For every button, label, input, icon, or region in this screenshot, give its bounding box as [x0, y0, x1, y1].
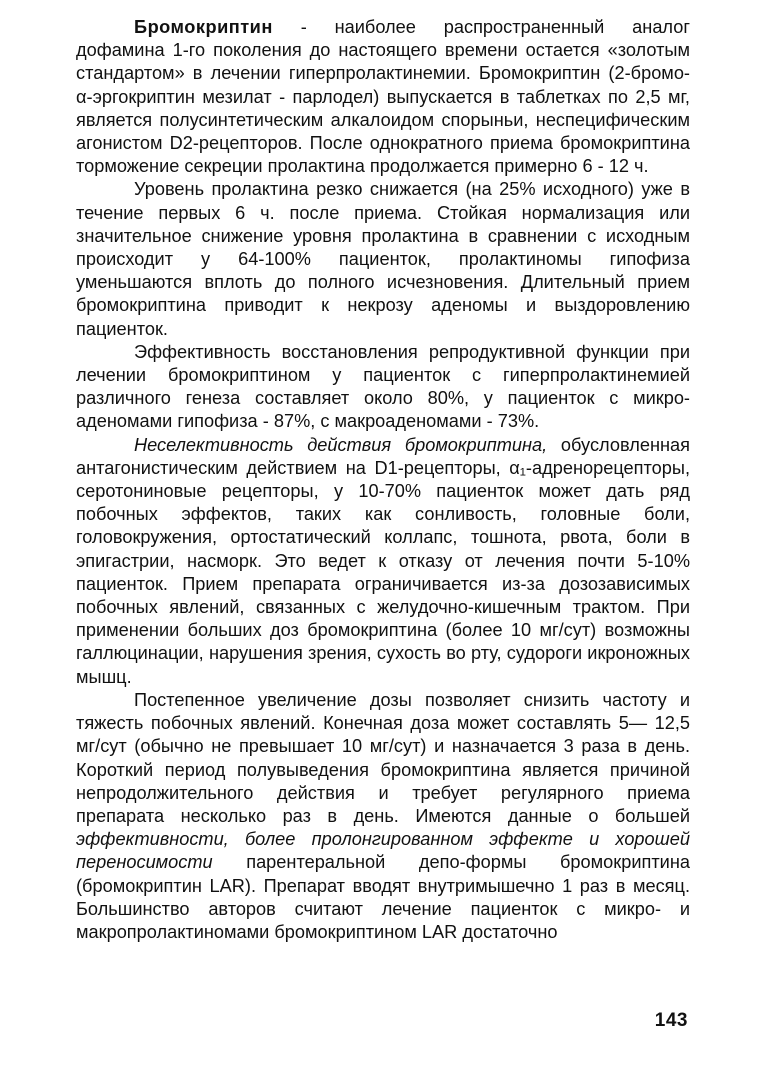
paragraph-5-italic: эффективности, более пролонгированном эффекте и хорошей переносимости: [76, 829, 690, 873]
paragraph-1-text: - наиболее распространенный аналог дофамина 1-го поколения до настоящего времени остается «золотым стандартом» в лечении гиперпролактинемии. Бромокриптин (2-бромо-α-эргокриптин мезилат - парлодел) выпускается в таблетках по 2,5 мг, является полусинтетическим алкалоидом спорыньи, неспецифическим агонистом D2-рецепторов. После однократного приема бромокриптина торможение секреции пролактина продолжается примерно 6 - 12 ч.: [76, 17, 690, 177]
term-bromocriptine: Бромокриптин: [134, 17, 273, 37]
paragraph-3: [76, 341, 690, 434]
paragraph-4: [76, 434, 690, 689]
paragraph-5: [76, 689, 690, 944]
paragraph-1: [76, 16, 690, 178]
paragraph-4-text: обусловленная антагонистическим действием на D1-рецепторы, α₁-адренорецепторы, серотониновые рецепторы, у 10-70% пациенток может дать ряд побочных эффектов, таких как сонливость, головные боли, головокружения, ортостатический коллапс, тошнота, рвота, боли в эпигастрии, насморк. Это ведет к отказу от лечения почти 5-10% пациенток. Прием препарата ограничивается из-за дозозависимых побочных явлений, связанных с желудочно-кишечным трактом. При применении больших доз бромокриптина (более 10 мг/сут) возможны галлюцинации, нарушения зрения, сухость во рту, судороги икроножных мышц.: [76, 434, 690, 687]
page-body: [76, 16, 690, 944]
paragraph-5-text-after: парентеральной депо-формы бромокриптина (бромокриптин LAR). Препарат вводят внутримышечно 1 раз в месяц. Большинство авторов считают лечение пациенток с микро- и макропролактиномами бромокриптином LAR достаточно: [76, 852, 690, 942]
paragraph-2: [76, 178, 690, 340]
page-number: 143: [654, 1010, 688, 1031]
paragraph-3-text: Эффективность восстановления репродуктивной функции при лечении бромокриптином у пациенток с гиперпролактинемией различного генеза составляет около 80%, у пациенток с микро-аденомами гипофиза - 87%, с макроаденомами - 73%.: [76, 341, 690, 432]
paragraph-5-text-before: Постепенное увеличение дозы позволяет снизить частоту и тяжесть побочных явлений. Конечная доза может составлять 5— 12,5 мг/сут (обычно не превышает 10 мг/сут) и назначается 3 раза в день. Короткий период полувыведения бромокриптина является причиной непродолжительного действия и требует регулярного приема препарата несколько раз в день. Имеются данные о большей: [76, 689, 690, 826]
paragraph-2-text: Уровень пролактина резко снижается (на 25% исходного) уже в течение первых 6 ч. после приема. Стойкая нормализация или значительное снижение уровня пролактина в сравнении с исходным происходит у 64-100% пациенток, пролактиномы гипофиза уменьшаются вплоть до полного исчезновения. Длительный прием бромокриптина приводит к некрозу аденомы и выздоровлению пациенток.: [76, 179, 690, 339]
paragraph-4-italic-lead: Неселективность действия бромокриптина,: [134, 434, 548, 455]
